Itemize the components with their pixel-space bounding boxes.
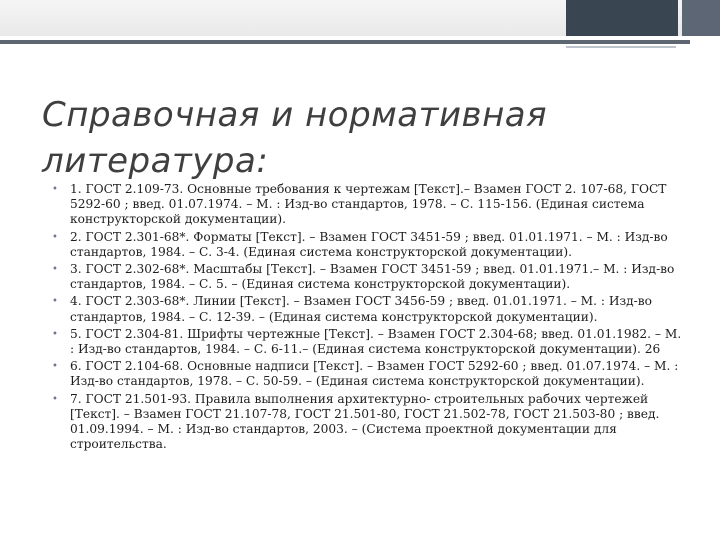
reference-text: 3. ГОСТ 2.302-68*. Масштабы [Текст]. – Взамен ГОСТ 3451-59 ; введ. 01.01.1971.– М. : Изд-во стандартов, 1984. – С. 5. – (Единая система конструкторской документации).	[70, 262, 675, 292]
reference-text: 1. ГОСТ 2.109-73. Основные требования к чертежам [Текст].– Взамен ГОСТ 2. 107-68, ГОСТ 5292-60 ; введ. 01.07.1974. – М. : Изд-во стандартов, 1978. – С. 115-156. (Единая система конструкторской документации).	[70, 182, 667, 227]
reference-text: 7. ГОСТ 21.501-93. Правила выполнения архитектурно- строительных рабочих чертежей [Текст]. – Взамен ГОСТ 21.107-78, ГОСТ 21.501-80, ГОСТ 21.502-78, ГОСТ 21.503-80 ; введ. 01.09.1994. – М. : Изд-во стандартов, 2003. – (Система проектной документации для строительства.	[70, 391, 660, 452]
bullet-icon: •	[52, 393, 58, 405]
header-divider-line	[0, 40, 690, 44]
reference-item	[52, 294, 682, 324]
slide-title: Справочная и нормативная литература:	[42, 95, 548, 181]
reference-item	[52, 327, 682, 357]
bullet-icon: •	[52, 184, 58, 195]
header-accent-block-secondary	[682, 0, 720, 36]
bullet-icon: •	[52, 264, 58, 276]
reference-text: 4. ГОСТ 2.303-68*. Линии [Текст]. – Взамен ГОСТ 3456-59 ; введ. 01.01.1971. – М. : Изд-во стандартов, 1984. – С. 12-39. – (Единая система конструкторской документации).	[70, 294, 652, 324]
reference-text: 6. ГОСТ 2.104-68. Основные надписи [Текст]. – Взамен ГОСТ 5292-60 ; введ. 01.07.1974. – М. : Изд-во стандартов, 1978. – С. 50-59. – (Единая система конструкторской документации).	[70, 359, 679, 389]
reference-item	[52, 359, 682, 389]
reference-item	[52, 262, 682, 292]
reference-item	[52, 182, 682, 228]
header-accent-block	[566, 0, 678, 36]
reference-text: 2. ГОСТ 2.301-68*. Форматы [Текст]. – Взамен ГОСТ 3451-59 ; введ. 01.01.1971. – М. : Изд-во стандартов, 1984. – С. 3-4. (Единая система конструкторской документации).	[70, 229, 668, 259]
bullet-icon: •	[52, 328, 58, 340]
bullet-icon: •	[52, 296, 58, 308]
bullet-icon: •	[52, 231, 58, 243]
reference-item	[52, 392, 682, 453]
reference-text: 5. ГОСТ 2.304-81. Шрифты чертежные [Текст]. – Взамен ГОСТ 2.304-68; введ. 01.01.1982. – М. : Изд-во стандартов, 1984. – С. 6-11.– (Единая система конструкторской документации). 26	[70, 326, 682, 357]
reference-list	[52, 182, 682, 454]
header-accent-underline	[566, 46, 676, 48]
bullet-icon: •	[52, 361, 58, 373]
reference-item	[52, 230, 682, 260]
